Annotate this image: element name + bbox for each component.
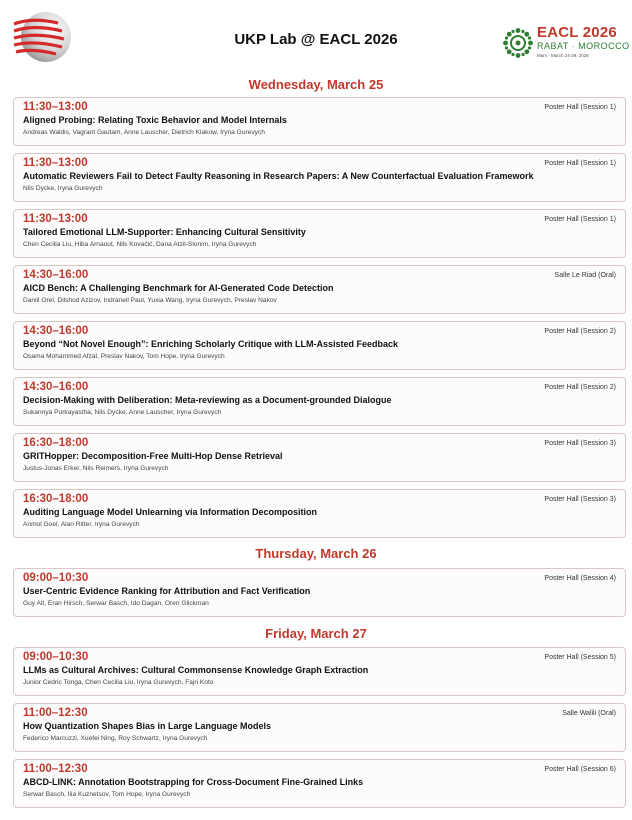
session-title: Aligned Probing: Relating Toxic Behavior and Model Internals [23,115,287,125]
session-time: 09:00–10:30 [23,651,89,663]
session-time: 16:30–18:00 [23,437,89,449]
session-time: 11:00–12:30 [23,707,88,719]
session-title: AICD Bench: A Challenging Benchmark for AI-Generated Code Detection [23,283,334,293]
session-time: 11:30–13:00 [23,213,88,225]
session-card [13,703,626,752]
session-card [13,568,626,617]
session-venue: Poster Hall (Session 4) [544,575,616,582]
session-title: Auditing Language Model Unlearning via Information Decomposition [23,507,318,517]
session-authors: Junior Cedric Tonga, Chen Cecilia Liu, Iryna Gurevych, Fajri Koto [23,679,214,686]
session-time: 14:30–16:00 [23,269,89,281]
session-authors: Daniil Orel, Dilshod Azizov, Indraneil Paul, Yuxia Wang, Iryna Gurevych, Preslav Nakov [23,297,277,304]
session-venue: Poster Hall (Session 2) [544,328,616,335]
session-authors: Chen Cecilia Liu, Hiba Arnaout, Nils Kovačić, Dana Atzil-Slonim, Iryna Gurevych [23,241,257,248]
session-time: 14:30–16:00 [23,325,89,337]
session-title: ABCD-LINK: Annotation Bootstrapping for Cross-Document Fine-Grained Links [23,777,364,787]
session-authors: Sukannya Purkayastha, Nils Dycke, Anne Lauscher, Iryna Gurevych [23,409,222,416]
session-card [13,489,626,538]
session-title: Automatic Reviewers Fail to Detect Faulty Reasoning in Research Papers: A New Counterfactual Evaluation Framework [23,171,534,181]
eacl-dates: Mars - March 24-29, 2026 [537,53,589,58]
session-title: LLMs as Cultural Archives: Cultural Commonsense Knowledge Graph Extraction [23,665,369,675]
session-venue: Poster Hall (Session 3) [544,440,616,447]
session-authors: Nils Dycke, Iryna Gurevych [23,185,103,192]
session-card [13,759,626,808]
session-venue: Poster Hall (Session 1) [544,216,616,223]
session-card [13,265,626,314]
eacl-logo [502,24,630,64]
day-heading: Wednesday, March 25 [248,77,384,92]
session-venue: Poster Hall (Session 1) [544,104,616,111]
session-title: Tailored Emotional LLM-Supporter: Enhancing Cultural Sensitivity [23,227,306,237]
session-authors: Justus-Jonas Erker, Nils Reimers, Iryna Gurevych [23,465,169,472]
session-card [13,97,626,146]
session-title: How Quantization Shapes Bias in Large Language Models [23,721,272,731]
eacl-city: RABAT · MOROCCO [537,41,630,51]
session-venue: Poster Hall (Session 6) [544,766,616,773]
session-card [13,153,626,202]
session-title: User-Centric Evidence Ranking for Attribution and Fact Verification [23,586,311,596]
session-authors: Federico Marcuzzi, Xuefei Ning, Roy Schwartz, Iryna Gurevych [23,735,208,742]
session-card [13,647,626,696]
session-card [13,209,626,258]
session-card [13,377,626,426]
session-venue: Poster Hall (Session 1) [544,160,616,167]
eacl-name: EACL 2026 [537,24,617,41]
session-venue: Poster Hall (Session 2) [544,384,616,391]
session-time: 09:00–10:30 [23,572,89,584]
session-venue: Salle Walili (Oral) [562,710,616,717]
eacl-emblem-icon [502,27,534,59]
session-authors: Serwar Basch, Ilia Kuznetsov, Tom Hope, Iryna Gurevych [23,791,191,798]
session-card [13,433,626,482]
session-venue: Poster Hall (Session 5) [544,654,616,661]
session-authors: Andreas Waldis, Vagrant Gautam, Anne Lauscher, Dietrich Klakow, Iryna Gurevych [23,129,265,136]
session-time: 16:30–18:00 [23,493,89,505]
session-time: 11:00–12:30 [23,763,88,775]
page-header [0,0,632,72]
session-card [13,321,626,370]
session-venue: Salle Le Riad (Oral) [554,272,616,279]
session-authors: Guy Alt, Eran Hirsch, Serwar Basch, Ido Dagan, Oren Glickman [23,600,209,607]
session-venue: Poster Hall (Session 3) [544,496,616,503]
session-title: Decision-Making with Deliberation: Meta-reviewing as a Document-grounded Dialogue [23,395,392,405]
session-time: 11:30–13:00 [23,157,88,169]
day-heading: Thursday, March 26 [255,546,377,561]
day-heading: Friday, March 27 [265,626,367,641]
session-title: GRITHopper: Decomposition-Free Multi-Hop Dense Retrieval [23,451,283,461]
session-time: 14:30–16:00 [23,381,89,393]
page-title: UKP Lab @ EACL 2026 [234,31,398,48]
session-authors: Anmol Goel, Alan Ritter, Iryna Gurevych [23,521,140,528]
session-time: 11:30–13:00 [23,101,88,113]
session-title: Beyond “Not Novel Enough”: Enriching Scholarly Critique with LLM-Assisted Feedback [23,339,399,349]
session-authors: Osama Mohammed Afzal, Preslav Nakov, Tom Hope, Iryna Gurevych [23,353,225,360]
